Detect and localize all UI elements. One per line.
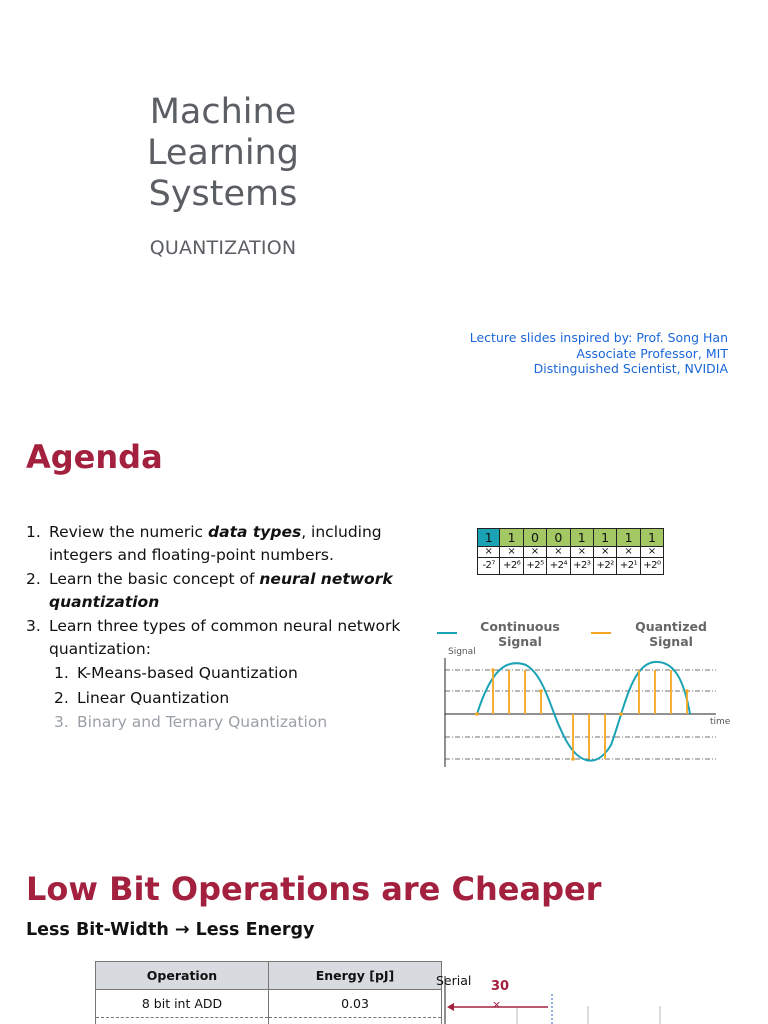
energy-header: Energy [pJ] (269, 962, 442, 990)
operation-cell (96, 1018, 269, 1024)
sign-bit: 1 (477, 528, 500, 547)
agenda-item-number: 1. (26, 523, 41, 541)
credit-line-2: Associate Professor, MIT (576, 345, 728, 361)
value-bit: 1 (594, 528, 617, 547)
peak-marker: × (492, 998, 502, 1011)
value-bit: 0 (547, 528, 570, 547)
bit-row (477, 528, 664, 547)
bit-weight: +2⁵ (524, 558, 547, 575)
bit-representation (477, 528, 664, 575)
value-bit: 1 (500, 528, 523, 547)
agenda-item-number: 2. (26, 570, 41, 588)
chart-side-label: Serial (436, 973, 472, 988)
continuous-legend-label: Continuous Signal (480, 619, 560, 649)
multiply-sign: × (617, 547, 640, 558)
energy-cell: 0.03 (269, 990, 442, 1018)
agenda-list (26, 521, 426, 736)
low-bit-title: Low Bit Operations are Cheaper (26, 870, 602, 908)
sample-dot (475, 712, 479, 716)
bit-weight: +2¹ (617, 558, 640, 575)
multiply-sign: × (641, 547, 664, 558)
energy-cell (269, 1018, 442, 1024)
agenda-title: Agenda (26, 438, 163, 476)
quantized-legend-swatch (591, 632, 611, 634)
credit-line-1: Lecture slides inspired by: Prof. Song Han (469, 330, 728, 345)
table-row (96, 1018, 442, 1024)
bit-weight: +2³ (571, 558, 594, 575)
continuous-legend-swatch (437, 632, 457, 634)
sample-dot (539, 689, 543, 693)
quantization-signal-diagram (436, 640, 732, 770)
agenda-item-text: Learn the basic concept of (49, 570, 260, 588)
agenda-sub-list (26, 662, 426, 734)
agenda-item-2 (26, 568, 426, 613)
value-bit: 1 (617, 528, 640, 547)
agenda-sub-item-text: Linear Quantization (77, 688, 230, 707)
energy-table (95, 961, 442, 1024)
energy-peak-label: 30 (491, 979, 510, 994)
sample-dot (685, 689, 689, 693)
multiply-sign: × (547, 547, 570, 558)
deck-title-line-2: Learning (147, 133, 299, 173)
time-axis-label: time (710, 717, 731, 727)
agenda-item-1 (26, 521, 426, 566)
deck-subtitle: QUANTIZATION (149, 237, 297, 259)
agenda-sub-item-2 (26, 687, 426, 710)
deck-title-line-1: Machine (149, 92, 297, 132)
value-bit: 0 (524, 528, 547, 547)
agenda-item-emphasis: data types (208, 523, 302, 541)
sample-dot (491, 668, 495, 672)
agenda-sub-item-text: K-Means-based Quantization (77, 664, 298, 682)
credit-line-3: Distinguished Scientist, NVIDIA (533, 361, 728, 376)
agenda-sub-item-text: Binary and Ternary Quantization (77, 713, 328, 731)
energy-bar-chart (436, 973, 736, 1024)
multiply-sign: × (571, 547, 594, 558)
title-block (138, 92, 308, 259)
bit-multiply-row (477, 547, 664, 558)
agenda-sub-item-3 (26, 711, 426, 734)
agenda-sub-item-number: 2. (54, 688, 69, 707)
agenda-sub-item-number: 1. (54, 664, 69, 682)
agenda-sub-item-number: 3. (54, 713, 69, 731)
peak-arrow-head (447, 1003, 454, 1011)
signal-axis-label: Signal (448, 647, 476, 657)
bit-weight: +2² (594, 558, 617, 575)
bit-weight: +2⁶ (500, 558, 523, 575)
deck-title-line-3: Systems (148, 174, 298, 214)
quantized-legend-label: Quantized Signal (635, 619, 707, 649)
operation-cell: 8 bit int ADD (96, 990, 269, 1018)
agenda-sub-item-1 (26, 662, 426, 685)
multiply-sign: × (594, 547, 617, 558)
value-bit: 1 (641, 528, 664, 547)
bit-weight-row (477, 558, 664, 575)
bit-weight: +2⁴ (547, 558, 570, 575)
bit-weight: +2⁰ (641, 558, 664, 575)
agenda-item-text: Review the numeric (49, 523, 209, 541)
agenda-item-text: , including integers and floating-point numbers. (49, 523, 382, 564)
sample-dot (571, 757, 575, 761)
bit-weight: -2⁷ (477, 558, 500, 575)
low-bit-subtitle: Less Bit-Width → Less Energy (26, 920, 315, 940)
multiply-sign: × (477, 547, 500, 558)
agenda-item-emphasis: neural network quantization (49, 570, 393, 611)
multiply-sign: × (524, 547, 547, 558)
multiply-sign: × (500, 547, 523, 558)
agenda-item-3 (26, 615, 426, 660)
operation-header: Operation (96, 962, 269, 990)
table-row (96, 990, 442, 1018)
energy-table-header (96, 962, 442, 990)
agenda-item-number: 3. (26, 617, 41, 635)
agenda-item-text: Learn three types of common neural network quantization: (49, 617, 401, 658)
sample-dot (619, 712, 623, 716)
value-bit: 1 (571, 528, 594, 547)
credits (468, 330, 728, 377)
